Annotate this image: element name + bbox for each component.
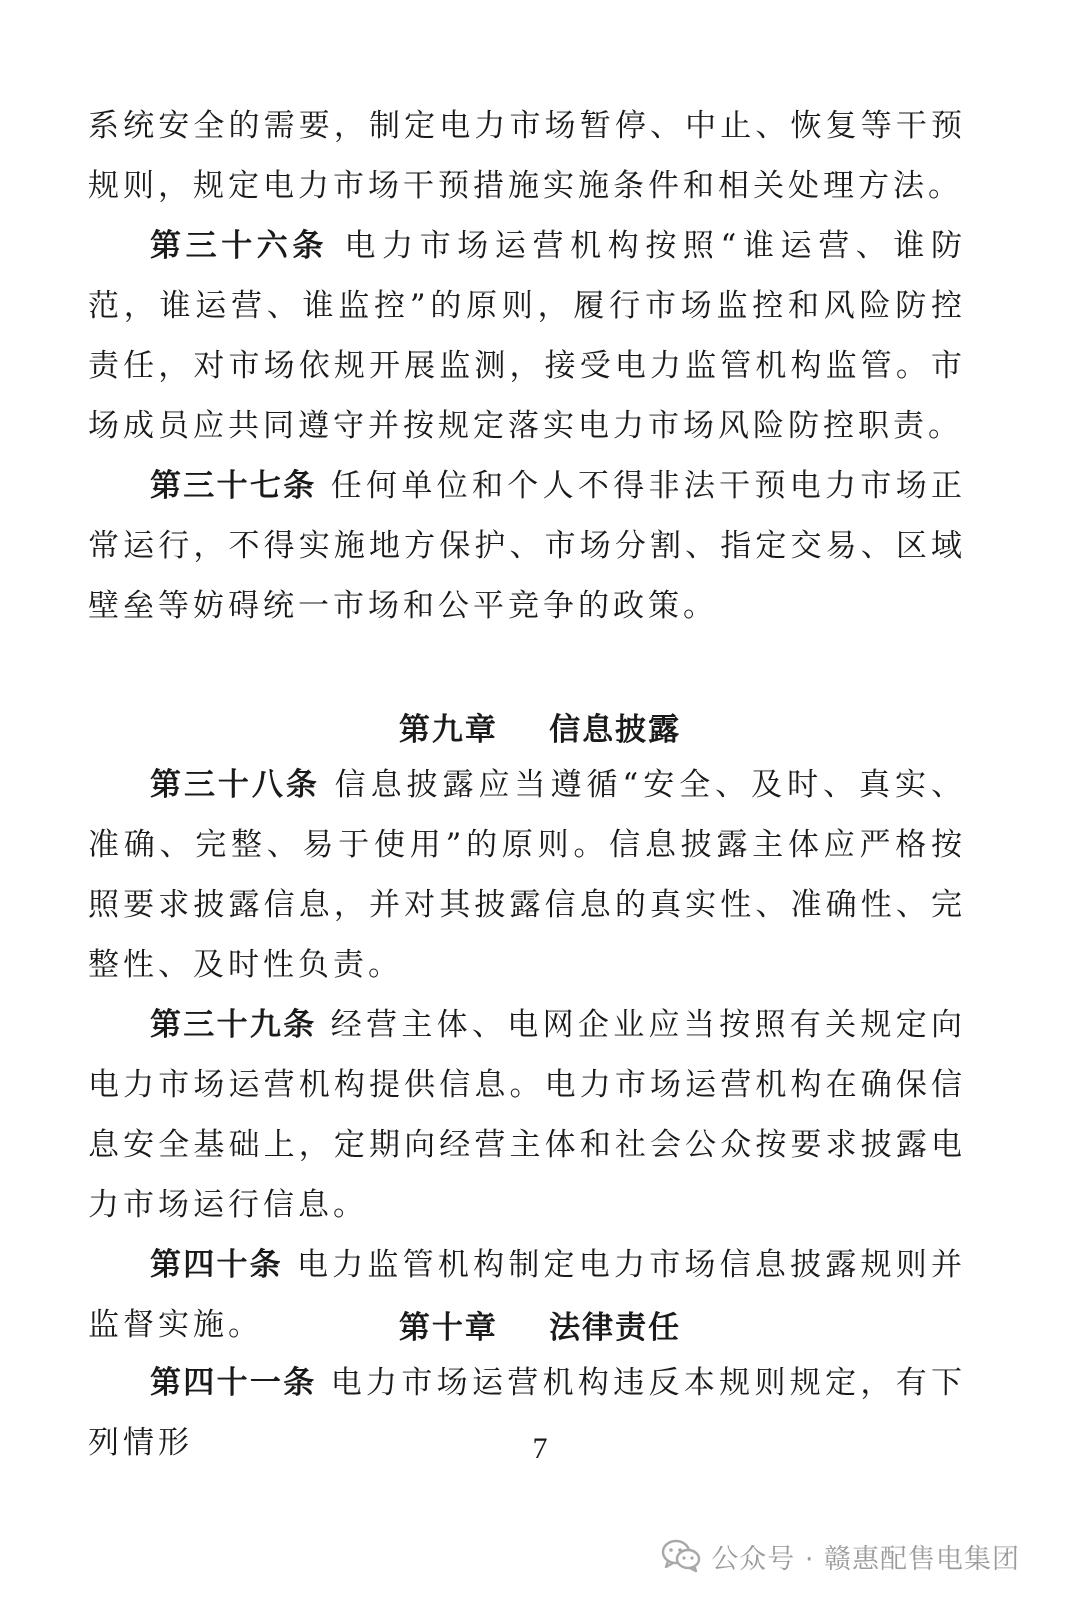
article-number: 第三十六条 [150,228,329,264]
page-number: 7 [532,1432,548,1465]
article-number: 第三十七条 [150,468,317,504]
text-block-chapter-9 [88,755,966,1355]
article-39 [88,995,966,1235]
article-38 [88,755,966,995]
article-36 [88,216,966,456]
article-text: 电力市场运营机构按照“谁运营、谁防范，谁运营、谁监控”的原则，履行市场监控和风险防控责任，对市场依规开展监测，接受电力监管机构监管。市场成员应共同遵守并按规定落实电力市场风险防控职责。 [88,228,967,444]
watermark [661,1536,1020,1576]
article-number: 第四十一条 [150,1365,317,1401]
chapter-heading-9 [0,704,1080,749]
article-number: 第三十九条 [150,1007,317,1043]
text-block-top [88,96,966,636]
article-text: 电力监管机构制定电力市场信息披露规则并监督实施。 [88,1247,967,1343]
chapter-number: 第九章 [398,712,498,748]
paragraph-continuation [88,96,966,216]
wechat-icon [661,1539,701,1573]
paragraph-text: 系统安全的需要，制定电力市场暂停、中止、恢复等干预规则，规定电力市场干预措施实施条件和相关处理方法。 [88,108,966,204]
chapter-number: 第十章 [398,1310,498,1346]
article-text: 电力市场运营机构违反本规则规定，有下列情形 [88,1365,967,1461]
chapter-title: 信息披露 [549,712,682,748]
article-number: 第四十条 [150,1247,283,1283]
article-37 [88,456,966,636]
article-text: 任何单位和个人不得非法干预电力市场正常运行，不得实施地方保护、市场分割、指定交易、区域壁垒等妨碍统一市场和公平竞争的政策。 [88,468,967,624]
article-text: 信息披露应当遵循“安全、及时、真实、准确、完整、易于使用”的原则。信息披露主体应严格按照要求披露信息，并对其披露信息的真实性、准确性、完整性、及时性负责。 [88,767,966,983]
watermark-label: 公众号 · 赣惠配售电集团 [711,1543,1020,1575]
article-number: 第三十八条 [150,767,320,803]
chapter-title: 法律责任 [549,1310,682,1346]
article-text: 经营主体、电网企业应当按照有关规定向电力市场运营机构提供信息。电力市场运营机构在确保信息安全基础上，定期向经营主体和社会公众按要求披露电力市场运行信息。 [88,1007,967,1223]
chapter-heading-10 [0,1302,1080,1347]
